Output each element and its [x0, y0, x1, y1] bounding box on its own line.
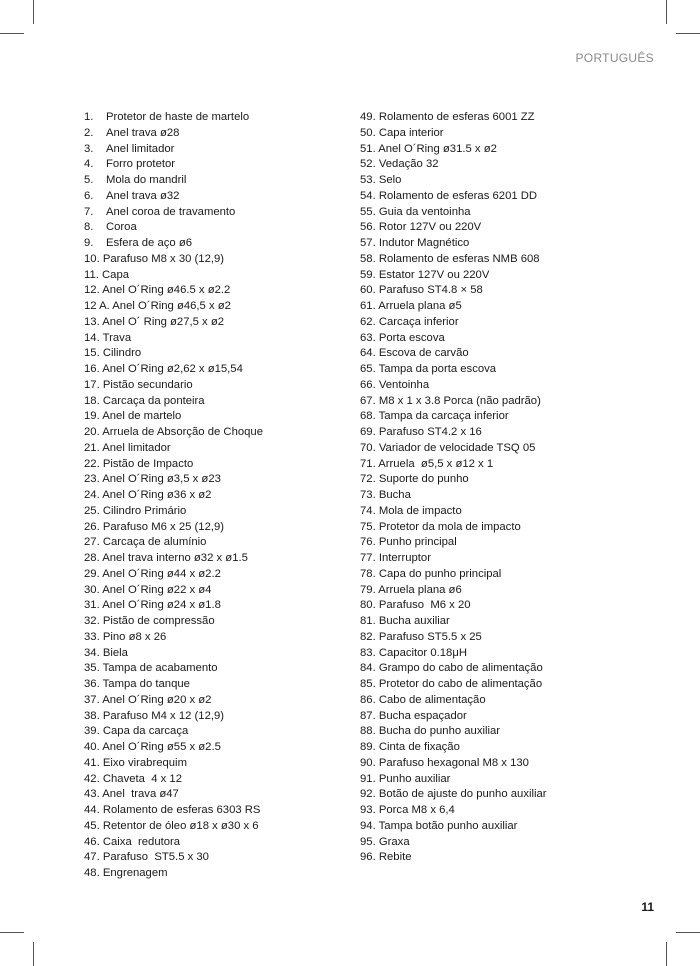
- parts-list-item: 84. Grampo do cabo de alimentação: [360, 662, 543, 675]
- parts-list-item: 59. Estator 127V ou 220V: [360, 268, 490, 281]
- parts-list-item: 66. Ventoinha: [360, 378, 430, 391]
- parts-list-item: 56. Rotor 127V ou 220V: [360, 221, 482, 234]
- page-number: 11: [641, 900, 654, 914]
- parts-list-item: 19. Anel de martelo: [84, 410, 182, 423]
- crop-mark-top-right: [666, 0, 667, 24]
- parts-list-item: 8. Coroa: [84, 221, 137, 234]
- parts-list-item: 80. Parafuso M6 x 20: [360, 599, 471, 612]
- crop-mark-left-bottom: [0, 932, 24, 933]
- parts-list-item: 50. Capa interior: [360, 126, 444, 139]
- parts-list-item: 90. Parafuso hexagonal M8 x 130: [360, 756, 529, 769]
- parts-list-item: 38. Parafuso M4 x 12 (12,9): [84, 709, 225, 722]
- parts-list-item: 14. Trava: [84, 331, 132, 344]
- parts-list-item: 30. Anel O´Ring ø22 x ø4: [84, 583, 212, 596]
- parts-list-item: 64. Escova de carvão: [360, 347, 469, 360]
- parts-list-item: 69. Parafuso ST4.2 x 16: [360, 426, 482, 438]
- parts-list-item: 71. Arruela ø5,5 x ø12 x 1: [360, 457, 494, 470]
- parts-list-item: 53. Selo: [360, 174, 402, 186]
- parts-list-item: 82. Parafuso ST5.5 x 25: [360, 630, 482, 643]
- parts-list-item: 1. Protetor de haste de martelo: [84, 111, 250, 123]
- parts-list-item: 89. Cinta de fixação: [360, 741, 460, 753]
- parts-list-item: 22. Pistão de Impacto: [84, 457, 194, 470]
- parts-list-item: 37. Anel O´Ring ø20 x ø2: [84, 693, 212, 706]
- crop-mark-right-bottom: [676, 932, 700, 933]
- parts-list-item: 57. Indutor Magnético: [360, 237, 470, 249]
- parts-list-item: 43. Anel trava ø47: [84, 788, 179, 801]
- parts-list-item: 81. Bucha auxiliar: [360, 615, 450, 627]
- parts-list-item: 5. Mola do mandril: [84, 174, 187, 186]
- parts-list-item: 93. Porca M8 x 6,4: [360, 804, 455, 816]
- parts-list-item: 77. Interruptor: [360, 552, 431, 564]
- parts-list-item: 76. Punho principal: [360, 536, 457, 549]
- parts-list-item: 86. Cabo de alimentação: [360, 693, 486, 706]
- parts-list-item: 70. Variador de velocidade TSQ 05: [360, 441, 536, 454]
- parts-list-item: 92. Botão de ajuste do punho auxiliar: [360, 788, 547, 801]
- parts-list-item: 36. Tampa do tanque: [84, 678, 190, 690]
- parts-list-item: 29. Anel O´Ring ø44 x ø2.2: [84, 567, 221, 580]
- crop-mark-top-left: [33, 0, 34, 24]
- parts-list-item: 33. Pino ø8 x 26: [84, 630, 167, 643]
- crop-mark-left-top: [0, 33, 24, 34]
- parts-list-item: 62. Carcaça inferior: [360, 315, 459, 328]
- parts-list-item: 96. Rebite: [360, 851, 412, 864]
- parts-list-item: 34. Biela: [84, 646, 128, 659]
- parts-list-item: 20. Arruela de Absorção de Choque: [84, 426, 263, 438]
- parts-list-item: 42. Chaveta 4 x 12: [84, 772, 182, 785]
- parts-list-item: 21. Anel limitador: [84, 441, 171, 454]
- parts-list-item: 91. Punho auxiliar: [360, 772, 451, 785]
- parts-list-item: 16. Anel O´Ring ø2,62 x ø15,54: [84, 363, 243, 375]
- parts-list-item: 27. Carcaça de alumínio: [84, 536, 207, 549]
- parts-list-item: 58. Rolamento de esferas NMB 608: [360, 252, 540, 265]
- parts-list-item: 23. Anel O´Ring ø3,5 x ø23: [84, 473, 221, 486]
- parts-list-item: 74. Mola de impacto: [360, 504, 462, 517]
- parts-list-item: 15. Cilindro: [84, 347, 142, 360]
- parts-list-item: 79. Arruela plana ø6: [360, 583, 462, 596]
- parts-list-item: 85. Protetor do cabo de alimentação: [360, 678, 543, 690]
- crop-mark-bottom-right: [666, 942, 667, 966]
- parts-list-item: 11. Capa: [84, 268, 130, 281]
- parts-list-item: 7. Anel coroa de travamento: [84, 205, 236, 218]
- parts-list-left: [84, 110, 263, 882]
- parts-list-item: 72. Suporte do punho: [360, 473, 469, 486]
- parts-list-item: 18. Carcaça da ponteira: [84, 394, 205, 407]
- parts-list-item: 63. Porta escova: [360, 331, 445, 344]
- parts-list-item: 2. Anel trava ø28: [84, 126, 180, 139]
- parts-list-item: 65. Tampa da porta escova: [360, 363, 497, 375]
- parts-list-item: 39. Capa da carcaça: [84, 725, 189, 738]
- parts-list-item: 55. Guia da ventoinha: [360, 205, 471, 218]
- parts-list-item: 12. Anel O´Ring ø46.5 x ø2.2: [84, 284, 231, 297]
- parts-list-item: 24. Anel O´Ring ø36 x ø2: [84, 489, 212, 501]
- parts-list-item: 87. Bucha espaçador: [360, 709, 467, 722]
- parts-list-item: 4. Forro protetor: [84, 158, 176, 171]
- parts-list-item: 61. Arruela plana ø5: [360, 300, 462, 312]
- parts-list-item: 25. Cilindro Primário: [84, 504, 187, 517]
- crop-mark-right-top: [676, 33, 700, 34]
- parts-list-item: 60. Parafuso ST4.8 × 58: [360, 284, 483, 297]
- parts-list-item: 35. Tampa de acabamento: [84, 662, 218, 675]
- parts-list-item: 78. Capa do punho principal: [360, 567, 502, 580]
- parts-list-item: 49. Rolamento de esferas 6001 ZZ: [360, 111, 535, 123]
- parts-list-item: 41. Eixo virabrequim: [84, 756, 187, 769]
- parts-list-item: 28. Anel trava interno ø32 x ø1.5: [84, 552, 248, 564]
- parts-list-item: 75. Protetor da mola de impacto: [360, 520, 521, 533]
- crop-mark-bottom-left: [33, 942, 34, 966]
- parts-list-item: 47. Parafuso ST5.5 x 30: [84, 851, 209, 864]
- parts-list-item: 44. Rolamento de esferas 6303 RS: [84, 804, 261, 816]
- parts-list-item: 52. Vedação 32: [360, 158, 439, 171]
- parts-list-item: 13. Anel O´ Ring ø27,5 x ø2: [84, 315, 225, 328]
- parts-list-item: 3. Anel limitador: [84, 142, 175, 155]
- parts-list-item: 31. Anel O´Ring ø24 x ø1.8: [84, 599, 221, 612]
- parts-list-item: 10. Parafuso M8 x 30 (12,9): [84, 252, 225, 265]
- language-label: PORTUGUÊS: [575, 51, 654, 65]
- parts-list-item: 32. Pistão de compressão: [84, 615, 215, 627]
- parts-list-item: 67. M8 x 1 x 3.8 Porca (não padrão): [360, 394, 541, 407]
- parts-list-item: 68. Tampa da carcaça inferior: [360, 410, 509, 423]
- parts-list-item: 51. Anel O´Ring ø31.5 x ø2: [360, 142, 497, 155]
- parts-list-item: 94. Tampa botão punho auxiliar: [360, 819, 518, 832]
- parts-list-item: 88. Bucha do punho auxiliar: [360, 725, 501, 738]
- parts-list-item: 26. Parafuso M6 x 25 (12,9): [84, 520, 225, 533]
- parts-list-item: 6. Anel trava ø32: [84, 189, 180, 202]
- parts-list-item: 40. Anel O´Ring ø55 x ø2.5: [84, 741, 221, 753]
- parts-list-right: [360, 110, 547, 866]
- parts-list-item: 45. Retentor de óleo ø18 x ø30 x 6: [84, 819, 259, 832]
- parts-list-item: 95. Graxa: [360, 835, 410, 848]
- parts-list-item: 46. Caixa redutora: [84, 835, 181, 848]
- parts-list-item: 9. Esfera de aço ø6: [84, 237, 193, 249]
- parts-list-item: 48. Engrenagem: [84, 867, 168, 879]
- parts-list-item: 73. Bucha: [360, 489, 411, 501]
- parts-list-item: 17. Pistão secundario: [84, 378, 193, 391]
- parts-list-item: 54. Rolamento de esferas 6201 DD: [360, 189, 538, 202]
- parts-list-item: 12 A. Anel O´Ring ø46,5 x ø2: [84, 300, 231, 312]
- parts-list-item: 83. Capacitor 0.18μH: [360, 646, 467, 659]
